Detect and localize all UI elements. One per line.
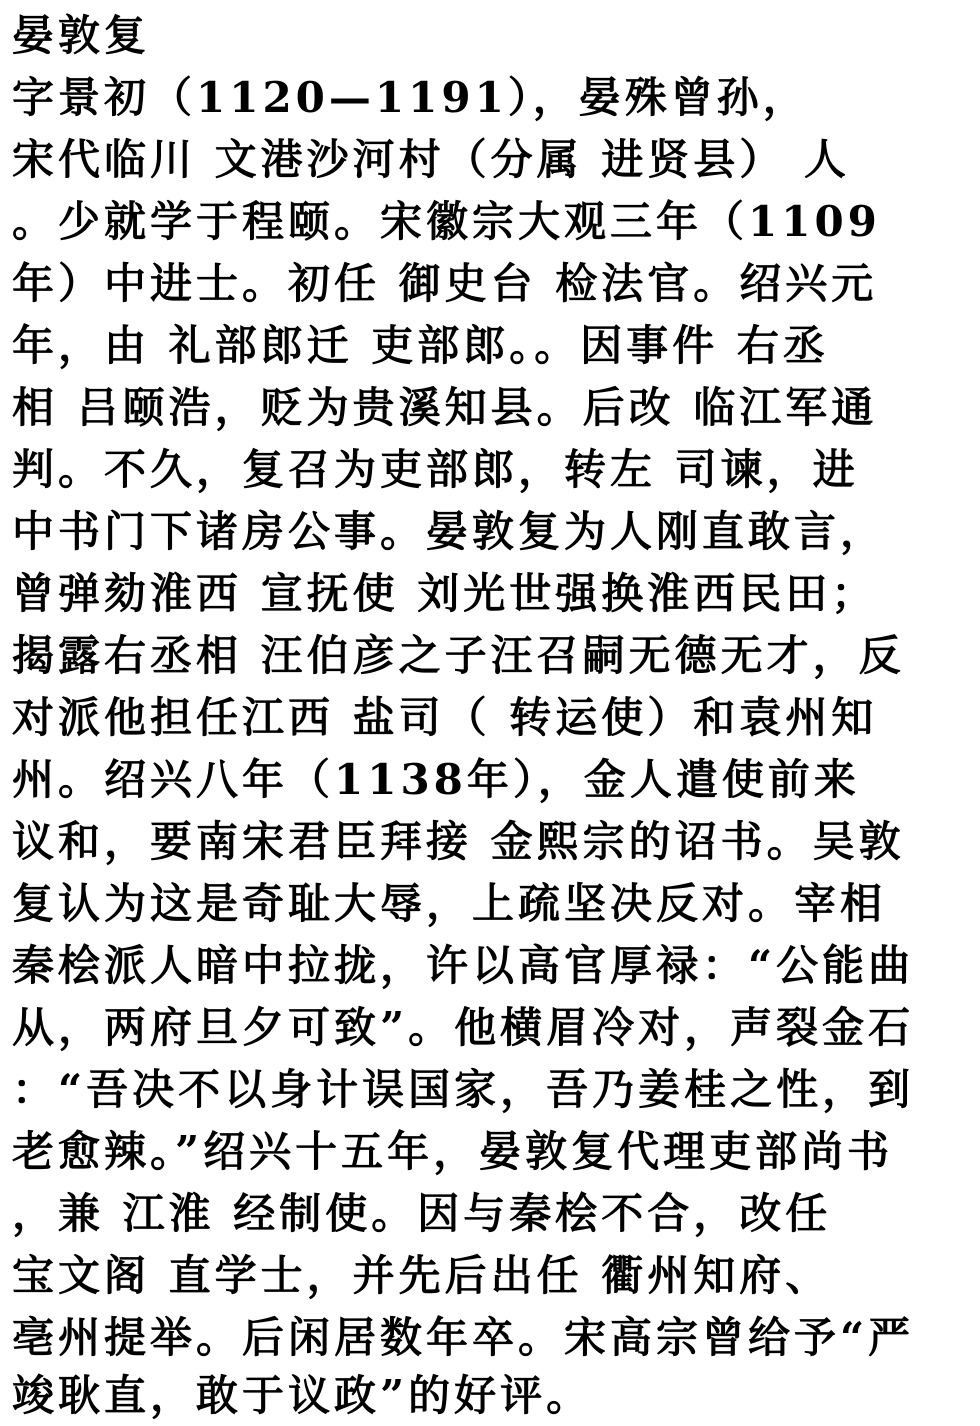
text-line: 判。不久，复召为吏部郎，转左 司谏，进 <box>12 445 859 494</box>
text-line: 字景初（1120—1191），晏殊曾孙， <box>12 73 809 122</box>
text-line: 老愈辣。”绍兴十五年，晏敦复代理吏部尚书 <box>12 1127 894 1176</box>
text-line: 宝文阁 直学士，并先后出任 衢州知府、 <box>12 1251 832 1300</box>
text-line: 亳州提举。后闲居数年卒。宋高宗曾给予“严 <box>12 1313 915 1362</box>
text-line: ：“吾决不以身计误国家，吾乃姜桂之性，到 <box>12 1065 915 1114</box>
text-line: 对派他担任江西 盐司（ 转运使）和袁州知 <box>12 693 878 742</box>
text-line: 年）中进士。初任 御史台 检法官。绍兴元 <box>12 259 878 308</box>
text-line: 复认为这是奇耻大辱，上疏坚决反对。宰相 <box>12 879 887 928</box>
text-line: 宋代临川 文港沙河村（分属 进贤县） 人 <box>12 135 850 184</box>
text-line: 年，由 礼部郎迁 吏部郎。。因事件 右丞 <box>12 321 829 370</box>
text-line: 州。绍兴八年（1138年），金人遣使前来 <box>12 755 860 804</box>
text-line: 曾弹劾淮西 宣抚使 刘光世强换淮西民田； <box>12 569 878 618</box>
text-line: 竣耿直，敢于议政”的好评。 <box>12 1371 593 1420</box>
text-line: 揭露右丞相 汪伯彦之子汪召嗣无德无才，反 <box>12 631 905 680</box>
text-line: 。少就学于程颐。宋徽宗大观三年（1109 <box>12 197 881 246</box>
text-line: 中书门下诸房公事。晏敦复为人刚直敢言， <box>12 507 887 556</box>
text-line: 从，两府旦夕可致”。他横眉冷对，声裂金石 <box>12 1003 915 1052</box>
text-line: 秦桧派人暗中拉拢，许以高官厚禄：“公能曲 <box>12 941 915 990</box>
text-line: 相 吕颐浩，贬为贵溪知县。后改 临江军通 <box>12 383 878 432</box>
text-line: ，兼 江淮 经制使。因与秦桧不合，改任 <box>12 1189 832 1238</box>
text-line-title: 晏敦复 <box>12 11 151 60</box>
text-line: 议和，要南宋君臣拜接 金熙宗的诏书。吴敦 <box>12 817 905 866</box>
